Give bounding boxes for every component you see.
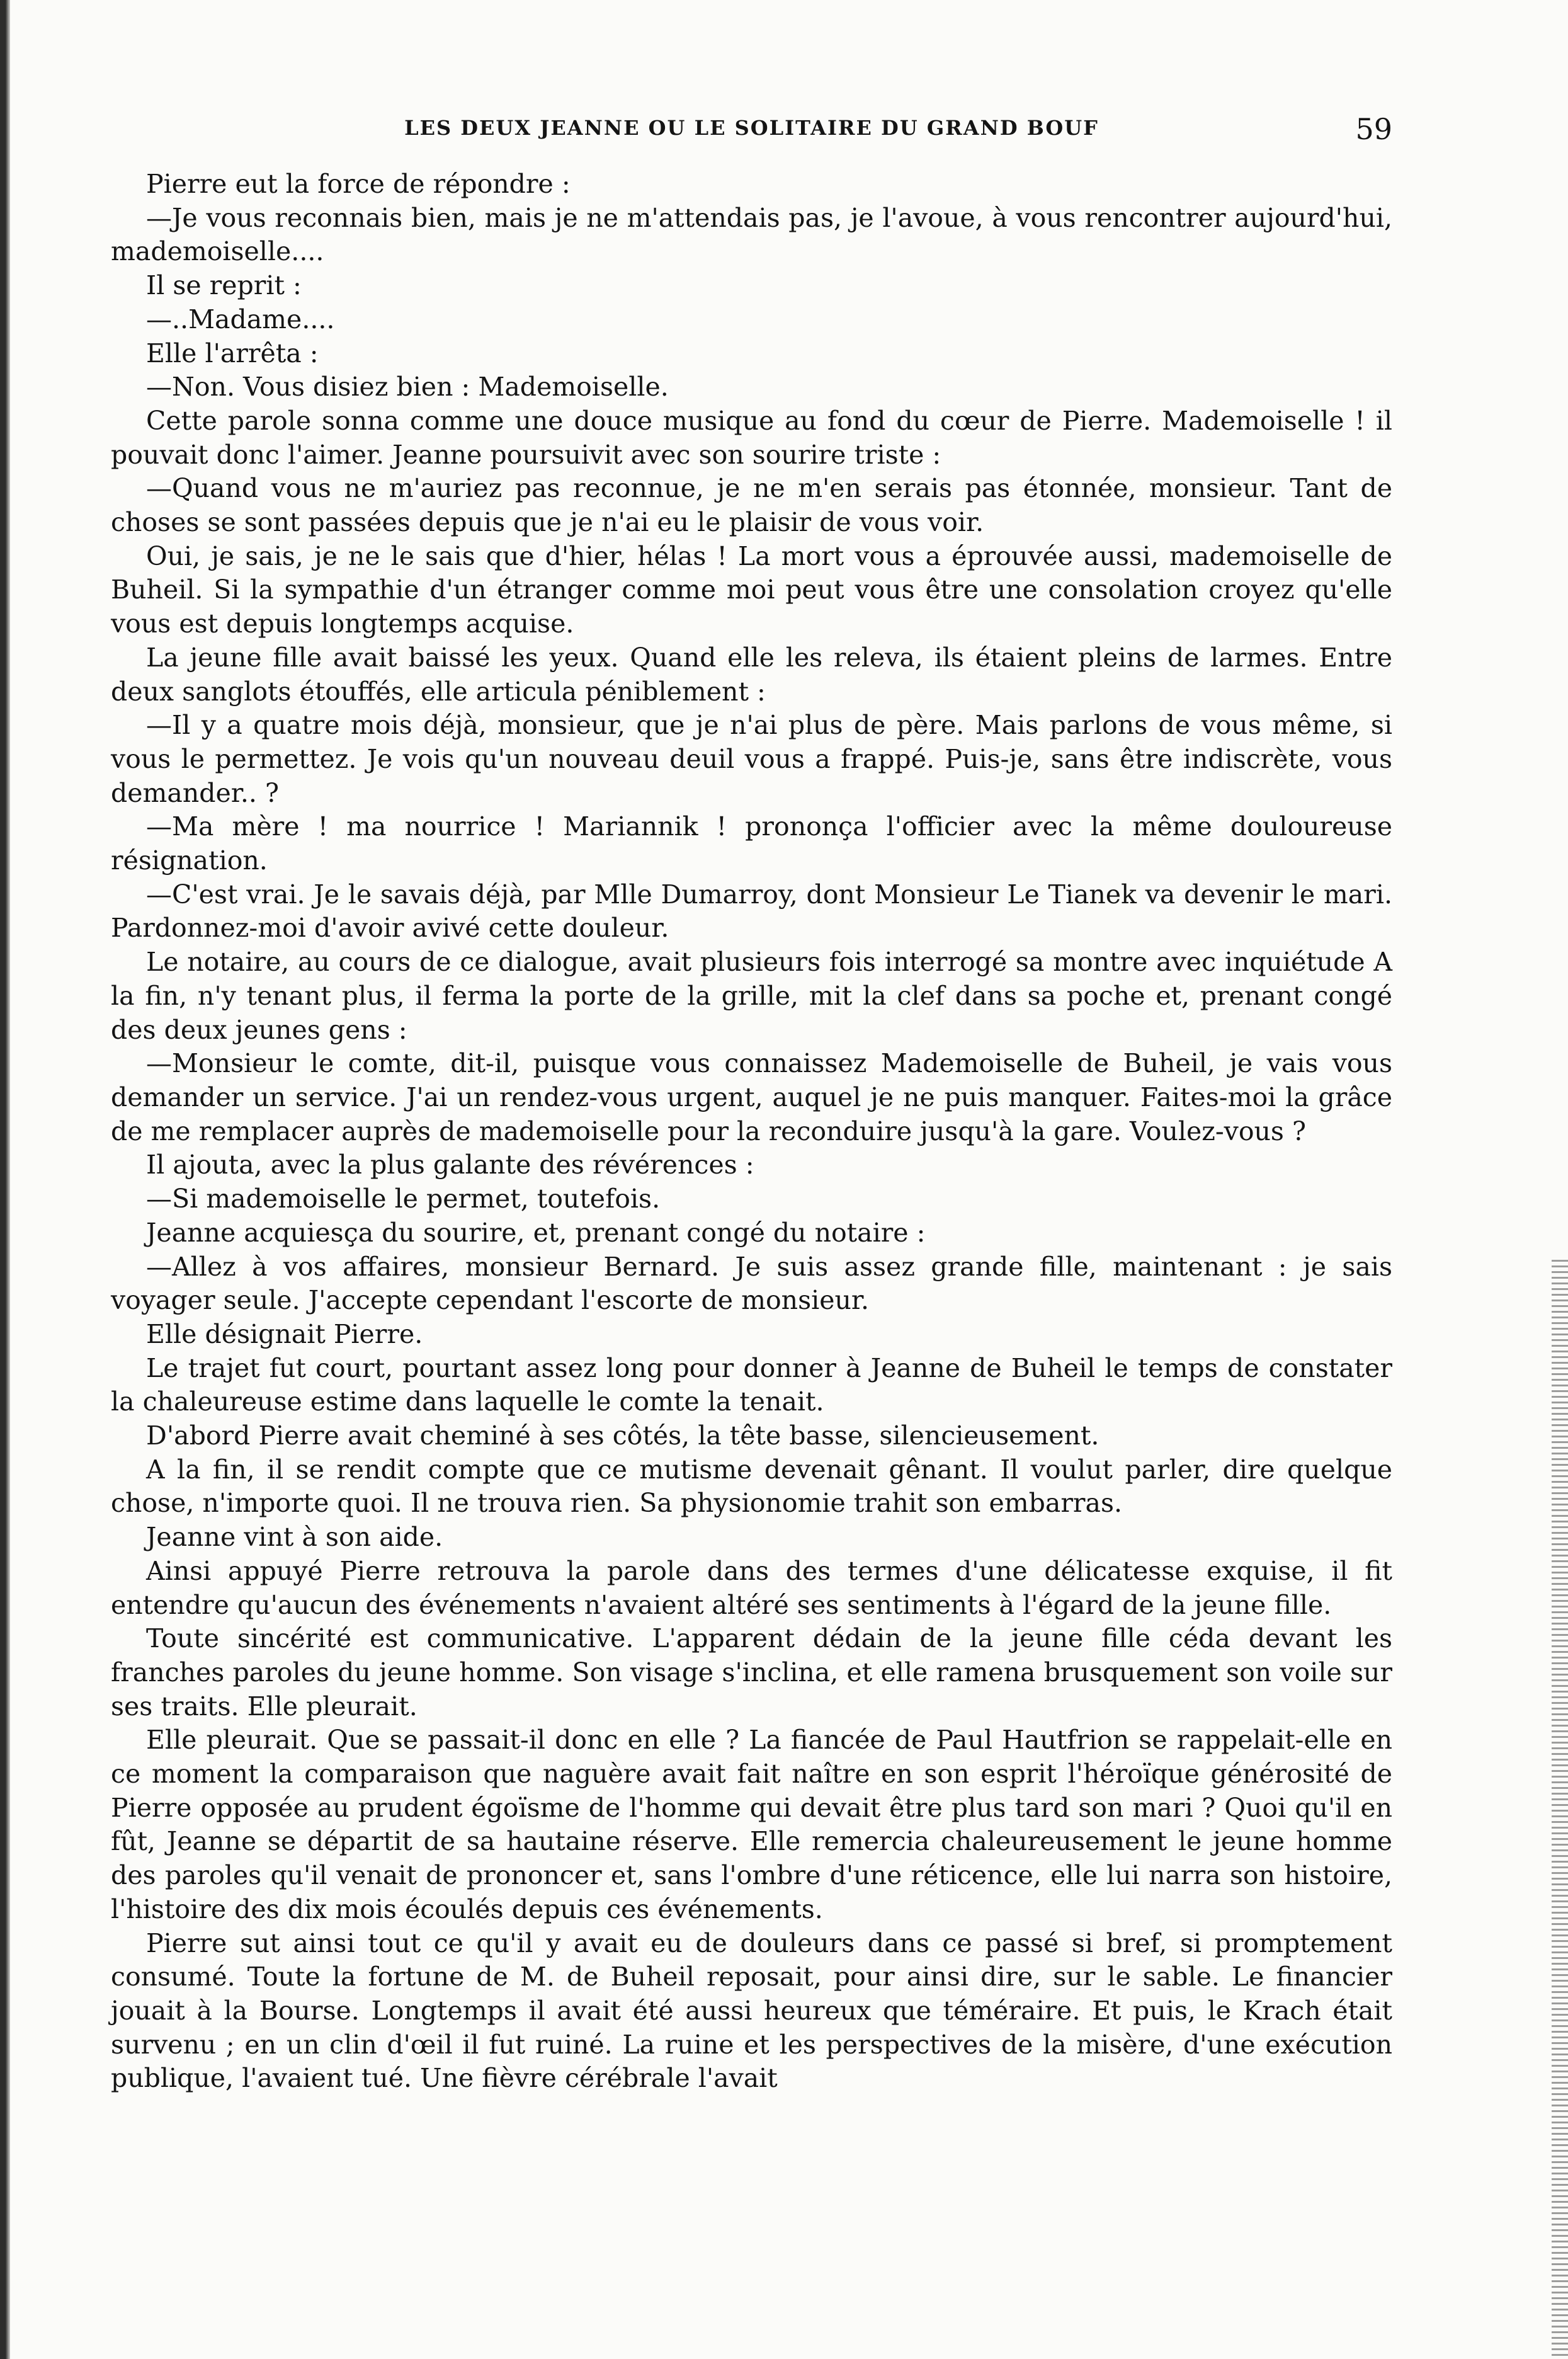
paragraph: Oui, je sais, je ne le sais que d'hier, hélas ! La mort vous a éprouvée aussi, mademoiselle de Buheil. Si la sympathie d'un étranger comme moi peut vous être une consolation croyez qu'elle vous est depuis longtemps acquise. — [111, 540, 1392, 639]
paragraph: La jeune fille avait baissé les yeux. Quand elle les releva, ils étaient pleins de larmes. Entre deux sanglots étouffés, elle articula péniblement : — [111, 642, 1392, 707]
paragraph: Elle l'arrêta : — [146, 338, 319, 368]
paragraph: —Quand vous ne m'auriez pas reconnue, je ne m'en serais pas étonnée, monsieur. Tant de choses se sont passées depuis que je n'ai eu le plaisir de vous voir. — [111, 473, 1392, 538]
paragraph: Pierre eut la force de répondre : — [146, 169, 571, 199]
scan-left-edge — [0, 0, 10, 2359]
page-header — [111, 112, 1392, 150]
paragraph: Elle pleurait. Que se passait-il donc en elle ? La fiancée de Paul Hautfrion se rappelait-elle en ce moment la comparaison que naguère avait fait naître en son esprit l'héroïque générosité de Pierre opposée au prudent égoïsme de l'homme qui devait être plus tard son mari ? Quoi qu'il en fût, Jeanne se départit de sa hautaine réserve. Elle remercia chaleureusement le jeune homme des paroles qu'il venait de prononcer et, sans l'ombre d'une réticence, elle lui narra son histoire, l'histoire des dix mois écoulés depuis ces événements. — [111, 1725, 1392, 1924]
paragraph: —Si mademoiselle le permet, toutefois. — [146, 1184, 661, 1214]
paragraph: Elle désignait Pierre. — [146, 1318, 423, 1349]
paragraph: Le notaire, au cours de ce dialogue, avait plusieurs fois interrogé sa montre avec inquiétude A la fin, n'y tenant plus, il ferma la porte de la grille, mit la clef dans sa poche et, prenant congé des deux jeunes gens : — [111, 947, 1392, 1045]
paragraph: Jeanne vint à son aide. — [146, 1522, 443, 1553]
paragraph: Jeanne acquiesça du sourire, et, prenant congé du notaire : — [146, 1217, 926, 1248]
scan-right-edge — [1552, 1260, 1568, 2359]
paragraph: Ainsi appuyé Pierre retrouva la parole dans des termes d'une délicatesse exquise, il fit entendre qu'aucun des événements n'avaient altéré ses sentiments à l'égard de la jeune fille. — [111, 1555, 1392, 1620]
paragraph: —Il y a quatre mois déjà, monsieur, que je n'ai plus de père. Mais parlons de vous même, si vous le permettez. Je vois qu'un nouveau deuil vous a frappé. Puis-je, sans être indiscrète, vous demander.. ? — [111, 710, 1392, 808]
paragraph: —Monsieur le comte, dit-il, puisque vous connaissez Mademoiselle de Buheil, je vais vous demander un service. J'ai un rendez-vous urgent, auquel je ne puis manquer. Faites-moi la grâce de me remplacer auprès de mademoiselle pour la reconduire jusqu'à la gare. Voulez-vous ? — [111, 1048, 1392, 1146]
paragraph: —C'est vrai. Je le savais déjà, par Mlle Dumarroy, dont Monsieur Le Tianek va devenir le mari. Pardonnez-moi d'avoir avivé cette douleur. — [111, 879, 1392, 944]
paragraph: Il se reprit : — [146, 270, 302, 301]
page-number: 59 — [1355, 112, 1392, 146]
running-title: LES DEUX JEANNE OU LE SOLITAIRE DU GRAND BOUF — [404, 116, 1099, 140]
body-text — [111, 168, 1392, 2096]
paragraph: Cette parole sonna comme une douce musique au fond du cœur de Pierre. Mademoiselle ! il pouvait donc l'aimer. Jeanne poursuivit avec son sourire triste : — [111, 405, 1392, 470]
paragraph: D'abord Pierre avait cheminé à ses côtés, la tête basse, silencieusement. — [146, 1420, 1099, 1451]
paragraph: Toute sincérité est communicative. L'apparent dédain de la jeune fille céda devant les franches paroles du jeune homme. Son visage s'inclina, et elle ramena brusquement son voile sur ses traits. Elle pleurait. — [111, 1623, 1392, 1722]
paragraph: A la fin, il se rendit compte que ce mutisme devenait gênant. Il voulut parler, dire quelque chose, n'importe quoi. Il ne trouva rien. Sa physionomie trahit son embarras. — [111, 1454, 1392, 1519]
paragraph: —Ma mère ! ma nourrice ! Mariannik ! prononça l'officier avec la même douloureuse résignation. — [111, 811, 1392, 876]
paragraph: —Je vous reconnais bien, mais je ne m'attendais pas, je l'avoue, à vous rencontrer aujourd'hui, mademoiselle.... — [111, 202, 1392, 267]
paragraph: Il ajouta, avec la plus galante des révérences : — [146, 1150, 754, 1180]
paragraph: Pierre sut ainsi tout ce qu'il y avait eu de douleurs dans ce passé si bref, si promptement consumé. Toute la fortune de M. de Buheil reposait, pour ainsi dire, sur le sable. Le financier jouait à la Bourse. Longtemps il avait été aussi heureux que téméraire. Et puis, le Krach était survenu ; en un clin d'œil il fut ruiné. La ruine et les perspectives de la misère, d'une exécution publique, l'avaient tué. Une fièvre cérébrale l'avait — [111, 1928, 1392, 2094]
paragraph: Le trajet fut court, pourtant assez long pour donner à Jeanne de Buheil le temps de constater la chaleureuse estime dans laquelle le comte la tenait. — [111, 1352, 1392, 1417]
paragraph: —..Madame.... — [146, 304, 335, 334]
paragraph: —Non. Vous disiez bien : Mademoiselle. — [146, 372, 669, 403]
paragraph: —Allez à vos affaires, monsieur Bernard. Je suis assez grande fille, maintenant : je sais voyager seule. J'accepte cependant l'escorte de monsieur. — [111, 1251, 1392, 1316]
